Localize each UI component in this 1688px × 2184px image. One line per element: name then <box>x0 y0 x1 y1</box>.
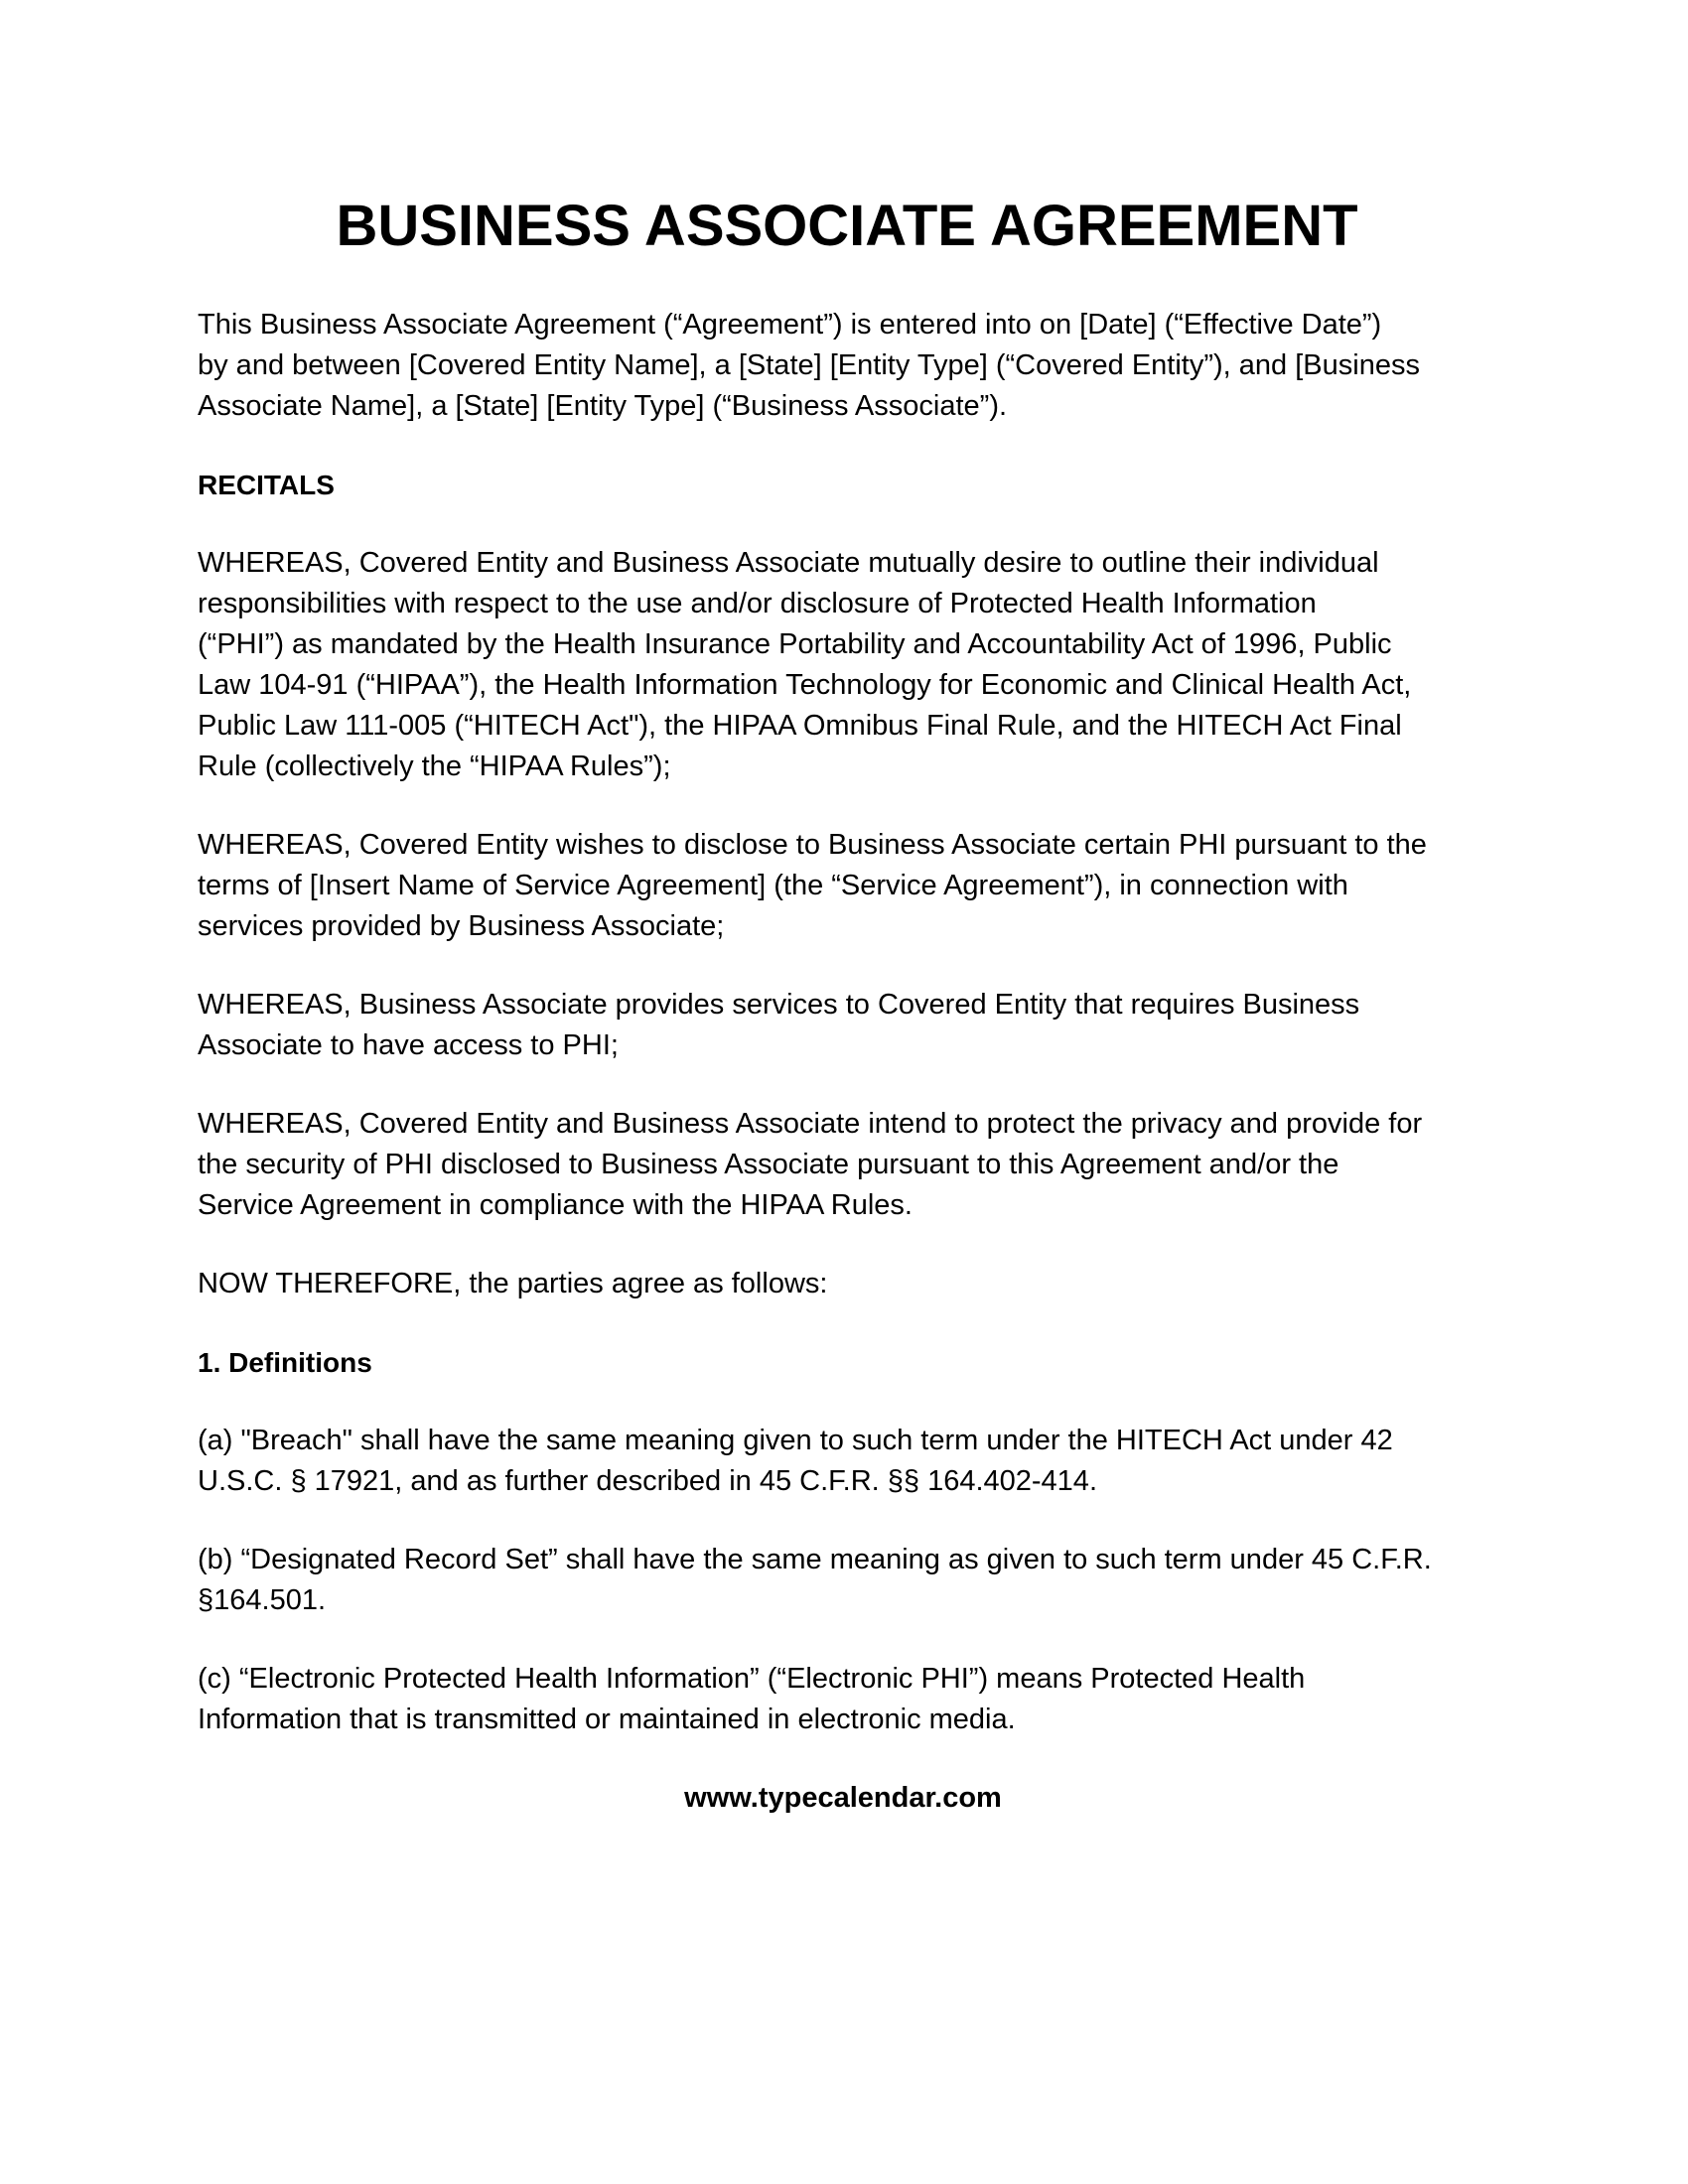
now-therefore-paragraph: NOW THEREFORE, the parties agree as follows: <box>198 1268 828 1299</box>
recital-line: WHEREAS, Business Associate provides services to Covered Entity that requires Business <box>198 989 1360 1021</box>
recital-line: Service Agreement in compliance with the HIPAA Rules. <box>198 1189 913 1221</box>
recital-line: responsibilities with respect to the use and/or disclosure of Protected Health Information <box>198 588 1317 619</box>
recital-line: Law 104-91 (“HIPAA”), the Health Information Technology for Economic and Clinical Health Act, <box>198 669 1412 701</box>
recital-line: terms of [Insert Name of Service Agreement] (the “Service Agreement”), in connection with <box>198 870 1348 901</box>
recital-line: (“PHI”) as mandated by the Health Insurance Portability and Accountability Act of 1996, Public <box>198 628 1392 660</box>
website-footer: www.typecalendar.com <box>684 1782 1002 1814</box>
recital-line: WHEREAS, Covered Entity and Business Associate mutually desire to outline their individual <box>198 547 1379 579</box>
intro-paragraph <box>198 305 1488 427</box>
document-title: BUSINESS ASSOCIATE AGREEMENT <box>336 194 1358 258</box>
intro-line: Associate Name], a [State] [Entity Type] (“Business Associate”). <box>198 390 1008 422</box>
definitions-heading: 1. Definitions <box>198 1347 372 1378</box>
definition-line: Information that is transmitted or maintained in electronic media. <box>198 1704 1016 1735</box>
definition-paragraph <box>198 1659 1488 1740</box>
recital-paragraph <box>198 985 1488 1066</box>
recital-line: Rule (collectively the “HIPAA Rules”); <box>198 751 671 782</box>
recital-line: the security of PHI disclosed to Business Associate pursuant to this Agreement and/or the <box>198 1149 1339 1180</box>
recitals-heading: RECITALS <box>198 470 335 500</box>
recital-paragraph <box>198 825 1488 947</box>
intro-line: by and between [Covered Entity Name], a [State] [Entity Type] (“Covered Entity”), and [Business <box>198 349 1420 381</box>
recital-line: services provided by Business Associate; <box>198 910 725 942</box>
definition-line: U.S.C. § 17921, and as further described in 45 C.F.R. §§ 164.402-414. <box>198 1465 1097 1497</box>
document-body <box>198 189 1488 1819</box>
recital-paragraph <box>198 1104 1488 1226</box>
definition-paragraph <box>198 1421 1488 1502</box>
recital-line: WHEREAS, Covered Entity and Business Associate intend to protect the privacy and provide for <box>198 1108 1423 1140</box>
recital-line: Public Law 111-005 (“HITECH Act"), the HIPAA Omnibus Final Rule, and the HITECH Act Final <box>198 710 1402 742</box>
definition-line: (a) "Breach" shall have the same meaning given to such term under the HITECH Act under 42 <box>198 1425 1393 1456</box>
definition-line: §164.501. <box>198 1584 327 1616</box>
recital-line: Associate to have access to PHI; <box>198 1029 619 1061</box>
definition-paragraph <box>198 1540 1488 1621</box>
intro-line: This Business Associate Agreement (“Agreement”) is entered into on [Date] (“Effective Date”) <box>198 309 1382 341</box>
recital-line: WHEREAS, Covered Entity wishes to disclose to Business Associate certain PHI pursuant to the <box>198 829 1427 861</box>
definition-line: (b) “Designated Record Set” shall have the same meaning as given to such term under 45 C.F.R. <box>198 1544 1432 1575</box>
definition-line: (c) “Electronic Protected Health Information” (“Electronic PHI”) means Protected Health <box>198 1663 1306 1695</box>
recital-paragraph <box>198 543 1488 787</box>
